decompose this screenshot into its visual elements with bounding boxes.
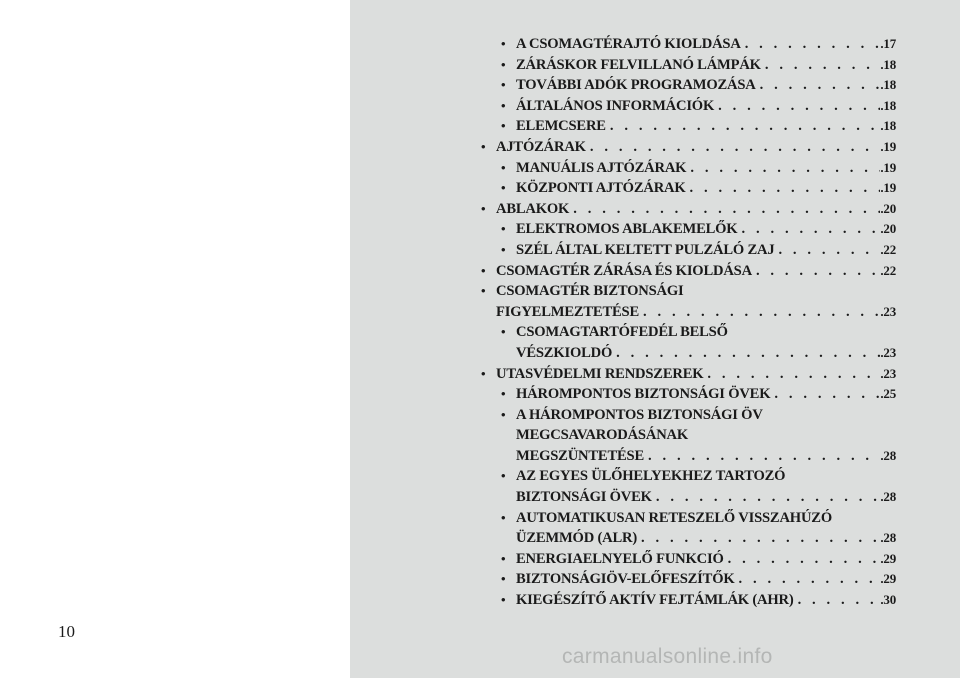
watermark-text: carmanualsonline.info (562, 645, 773, 668)
dot-leader (794, 590, 881, 611)
toc-entry-page: .18 (880, 97, 896, 113)
toc-entry-page: .17 (880, 36, 896, 51)
toc-entry[interactable] (476, 199, 896, 220)
bullet-icon: • (501, 36, 506, 51)
dot-leader (612, 343, 880, 364)
toc-entry[interactable] (476, 240, 896, 261)
bullet-icon: • (501, 56, 506, 72)
toc-entry-page: .22 (880, 262, 896, 278)
toc-entry[interactable] (476, 384, 896, 405)
toc-entry-title: ELEMCSERE (516, 118, 606, 135)
toc-entry-page: .29 (880, 571, 896, 587)
toc-entry-title-line: MEGCSAVARODÁSÁNAK (516, 427, 689, 444)
toc-entry-page: .18 (880, 77, 896, 93)
toc-entry-title: FIGYELMEZTETÉSE (496, 303, 639, 320)
dot-leader (737, 219, 880, 240)
toc-entry-page: .22 (880, 241, 896, 257)
bullet-icon: • (501, 550, 506, 566)
toc-entry-title: AJTÓZÁRAK (496, 138, 586, 155)
toc-entry-title: ABLAKOK (496, 200, 570, 217)
bullet-icon: • (501, 241, 506, 257)
table-of-contents (476, 34, 896, 611)
toc-entry-page: .28 (880, 489, 896, 505)
bullet-icon: • (501, 509, 506, 525)
bullet-icon: • (501, 468, 506, 484)
dot-leader (703, 364, 880, 385)
toc-entry-title: MEGSZÜNTETÉSE (516, 447, 644, 464)
toc-entry-title: ZÁRÁSKOR FELVILLANÓ LÁMPÁK (516, 56, 761, 73)
toc-entry-title: SZÉL ÁLTAL KELTETT PULZÁLÓ ZAJ (516, 241, 775, 258)
toc-entry-title-line: AZ EGYES ÜLŐHELYEKHEZ TARTOZÓ (516, 468, 786, 485)
toc-entry-page: .30 (880, 592, 896, 608)
toc-entry[interactable] (476, 364, 896, 385)
toc-entry[interactable] (476, 569, 896, 590)
toc-entry-title: TOVÁBBI ADÓK PROGRAMOZÁSA (516, 77, 756, 94)
dot-leader (606, 116, 881, 137)
toc-entry-page: .20 (880, 200, 896, 216)
bullet-icon: • (481, 365, 486, 381)
toc-entry-title: VÉSZKIOLDÓ (516, 344, 613, 361)
bullet-icon: • (501, 571, 506, 587)
bullet-icon: • (501, 324, 506, 340)
bullet-icon: • (501, 159, 506, 175)
toc-entry-page: .25 (880, 386, 896, 402)
toc-entry[interactable] (476, 158, 896, 179)
toc-entry-page: .23 (880, 303, 896, 319)
toc-entry-title: A CSOMAGTÉRAJTÓ KIOLDÁSA (516, 36, 741, 52)
toc-entry[interactable] (476, 549, 896, 570)
toc-entry-title: CSOMAGTÉR ZÁRÁSA ÉS KIOLDÁSA (496, 262, 752, 279)
dot-leader (735, 569, 881, 590)
toc-entry-page: .20 (880, 221, 896, 237)
dot-leader (724, 549, 881, 570)
toc-entry[interactable] (476, 405, 896, 467)
dot-leader (637, 528, 880, 549)
dot-leader (741, 34, 881, 55)
bullet-icon: • (501, 406, 506, 422)
dot-leader (756, 75, 881, 96)
bullet-icon: • (481, 200, 486, 216)
toc-entry[interactable] (476, 116, 896, 137)
dot-leader (652, 487, 881, 508)
toc-entry[interactable] (476, 508, 896, 549)
toc-entry-page: .19 (880, 138, 896, 154)
dot-leader (569, 199, 880, 220)
dot-leader (586, 137, 881, 158)
toc-entry-title-line: CSOMAGTARTÓFEDÉL BELSŐ (516, 324, 728, 341)
bullet-icon: • (481, 283, 486, 299)
dot-leader (752, 261, 880, 282)
bullet-icon: • (501, 180, 506, 196)
toc-entry-page: .23 (880, 365, 896, 381)
toc-entry-title-line: CSOMAGTÉR BIZTONSÁGI (496, 283, 684, 300)
toc-entry-title: BIZTONSÁGI ÖVEK (516, 489, 652, 506)
toc-entry-page: .28 (880, 530, 896, 546)
toc-entry-title: BIZTONSÁGIÖV-ELŐFESZÍTŐK (516, 571, 735, 588)
dot-leader (770, 384, 880, 405)
dot-leader (774, 240, 880, 261)
toc-entry-page: .19 (880, 159, 896, 175)
dot-leader (686, 178, 881, 199)
toc-entry[interactable] (476, 96, 896, 117)
toc-entry-title-line: A HÁROMPONTOS BIZTONSÁGI ÖV (516, 406, 763, 423)
dot-leader (714, 96, 880, 117)
bullet-icon: • (501, 592, 506, 608)
toc-entry-title: MANUÁLIS AJTÓZÁRAK (516, 159, 687, 176)
toc-entry-page: .29 (880, 550, 896, 566)
toc-entry-title: KÖZPONTI AJTÓZÁRAK (516, 180, 686, 197)
dot-leader (644, 446, 880, 467)
dot-leader (639, 302, 880, 323)
toc-entry[interactable] (476, 55, 896, 76)
toc-entry-title-line: AUTOMATIKUSAN RETESZELŐ VISSZAHÚZÓ (516, 509, 832, 526)
toc-entry-title: ÁLTALÁNOS INFORMÁCIÓK (516, 97, 715, 114)
dot-leader (686, 158, 880, 179)
page-number: 10 (58, 622, 75, 641)
toc-entry-page: .18 (880, 56, 896, 72)
toc-entry-title: ELEKTROMOS ABLAKEMELŐK (516, 221, 738, 238)
bullet-icon: • (501, 118, 506, 134)
bullet-icon: • (481, 138, 486, 154)
bullet-icon: • (481, 262, 486, 278)
toc-entry[interactable] (476, 75, 896, 96)
toc-entry-title: KIEGÉSZÍTŐ AKTÍV FEJTÁMLÁK (AHR) (516, 592, 794, 609)
toc-entry[interactable] (476, 178, 896, 199)
toc-entry[interactable] (476, 34, 896, 55)
toc-entry-page: .19 (880, 180, 896, 196)
dot-leader (761, 55, 881, 76)
toc-entry-page: .28 (880, 447, 896, 463)
toc-entry[interactable] (476, 219, 896, 240)
toc-entry[interactable] (476, 322, 896, 363)
toc-entry-title: UTASVÉDELMI RENDSZEREK (496, 365, 704, 382)
toc-entry[interactable] (476, 281, 896, 322)
bullet-icon: • (501, 77, 506, 93)
toc-entry[interactable] (476, 137, 896, 158)
toc-entry-page: .18 (880, 118, 896, 134)
toc-entry[interactable] (476, 590, 896, 611)
bullet-icon: • (501, 221, 506, 237)
toc-entry-title: HÁROMPONTOS BIZTONSÁGI ÖVEK (516, 386, 771, 403)
toc-entry-title: ENERGIAELNYELŐ FUNKCIÓ (516, 550, 724, 567)
bullet-icon: • (501, 386, 506, 402)
toc-entry-title: ÜZEMMÓD (ALR) (516, 530, 638, 547)
toc-entry-page: .23 (880, 344, 896, 360)
toc-entry[interactable] (476, 466, 896, 507)
bullet-icon: • (501, 97, 506, 113)
toc-entry[interactable] (476, 261, 896, 282)
